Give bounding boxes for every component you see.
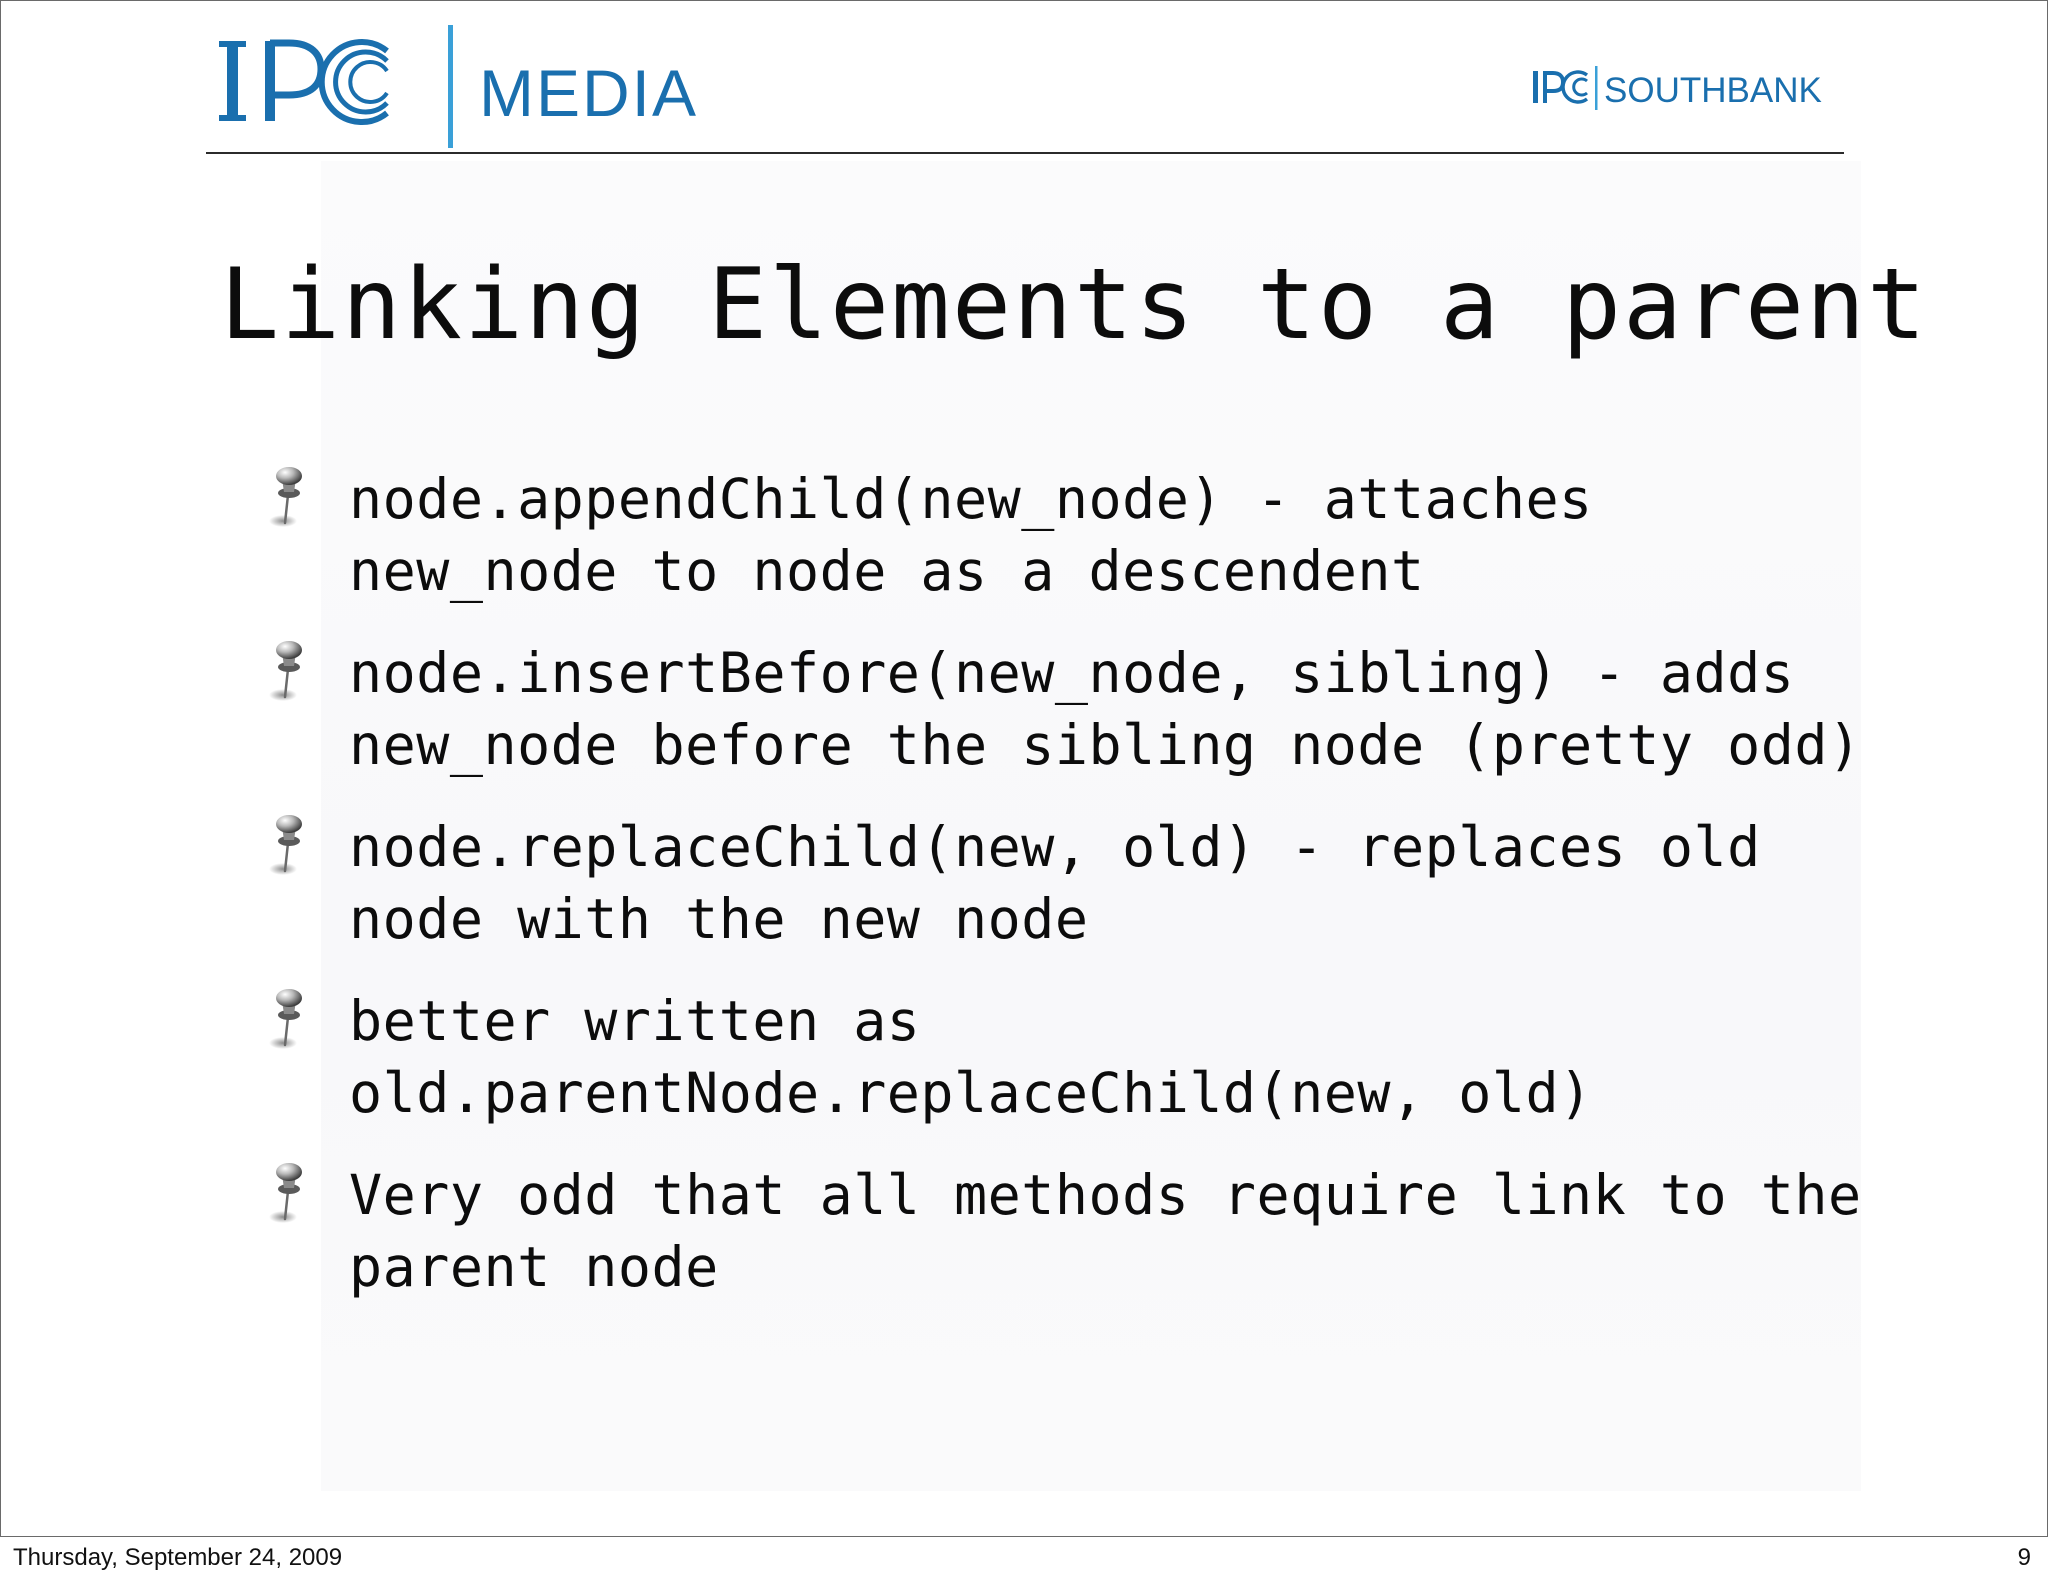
bullet-text: better written as old.parentNode.replaceChild(new, old) bbox=[349, 989, 1593, 1125]
bullet-item bbox=[263, 463, 1903, 607]
bullet-text: Very odd that all methods require link to the parent node bbox=[349, 1163, 1862, 1299]
footer-date: Thursday, September 24, 2009 bbox=[13, 1544, 343, 1571]
bullet-list bbox=[263, 463, 1903, 1333]
pushpin-icon bbox=[267, 639, 309, 703]
pushpin-icon bbox=[267, 465, 309, 529]
ipc-southbank-logo bbox=[1529, 63, 1849, 113]
header-divider bbox=[206, 152, 1844, 154]
bullet-text: node.replaceChild(new, old) - replaces old node with the new node bbox=[349, 815, 1761, 951]
pushpin-icon bbox=[267, 987, 309, 1051]
svg-text:MEDIA: MEDIA bbox=[479, 56, 699, 130]
bullet-text: node.insertBefore(new_node, sibling) - adds new_node before the sibling node (pretty odd) bbox=[349, 641, 1862, 777]
bullet-item bbox=[263, 1159, 1903, 1303]
bullet-item bbox=[263, 637, 1903, 781]
bullet-item bbox=[263, 811, 1903, 955]
slide-footer bbox=[0, 1537, 2048, 1576]
pushpin-icon bbox=[267, 813, 309, 877]
slide-title: Linking Elements to a parent bbox=[220, 248, 1929, 362]
ipc-media-logo bbox=[217, 21, 707, 151]
svg-text:SOUTHBANK: SOUTHBANK bbox=[1604, 71, 1822, 110]
bullet-text: node.appendChild(new_node) - attaches new_node to node as a descendent bbox=[349, 467, 1593, 603]
page-number: 9 bbox=[2017, 1544, 2031, 1571]
bullet-item bbox=[263, 985, 1903, 1129]
pushpin-icon bbox=[267, 1161, 309, 1225]
